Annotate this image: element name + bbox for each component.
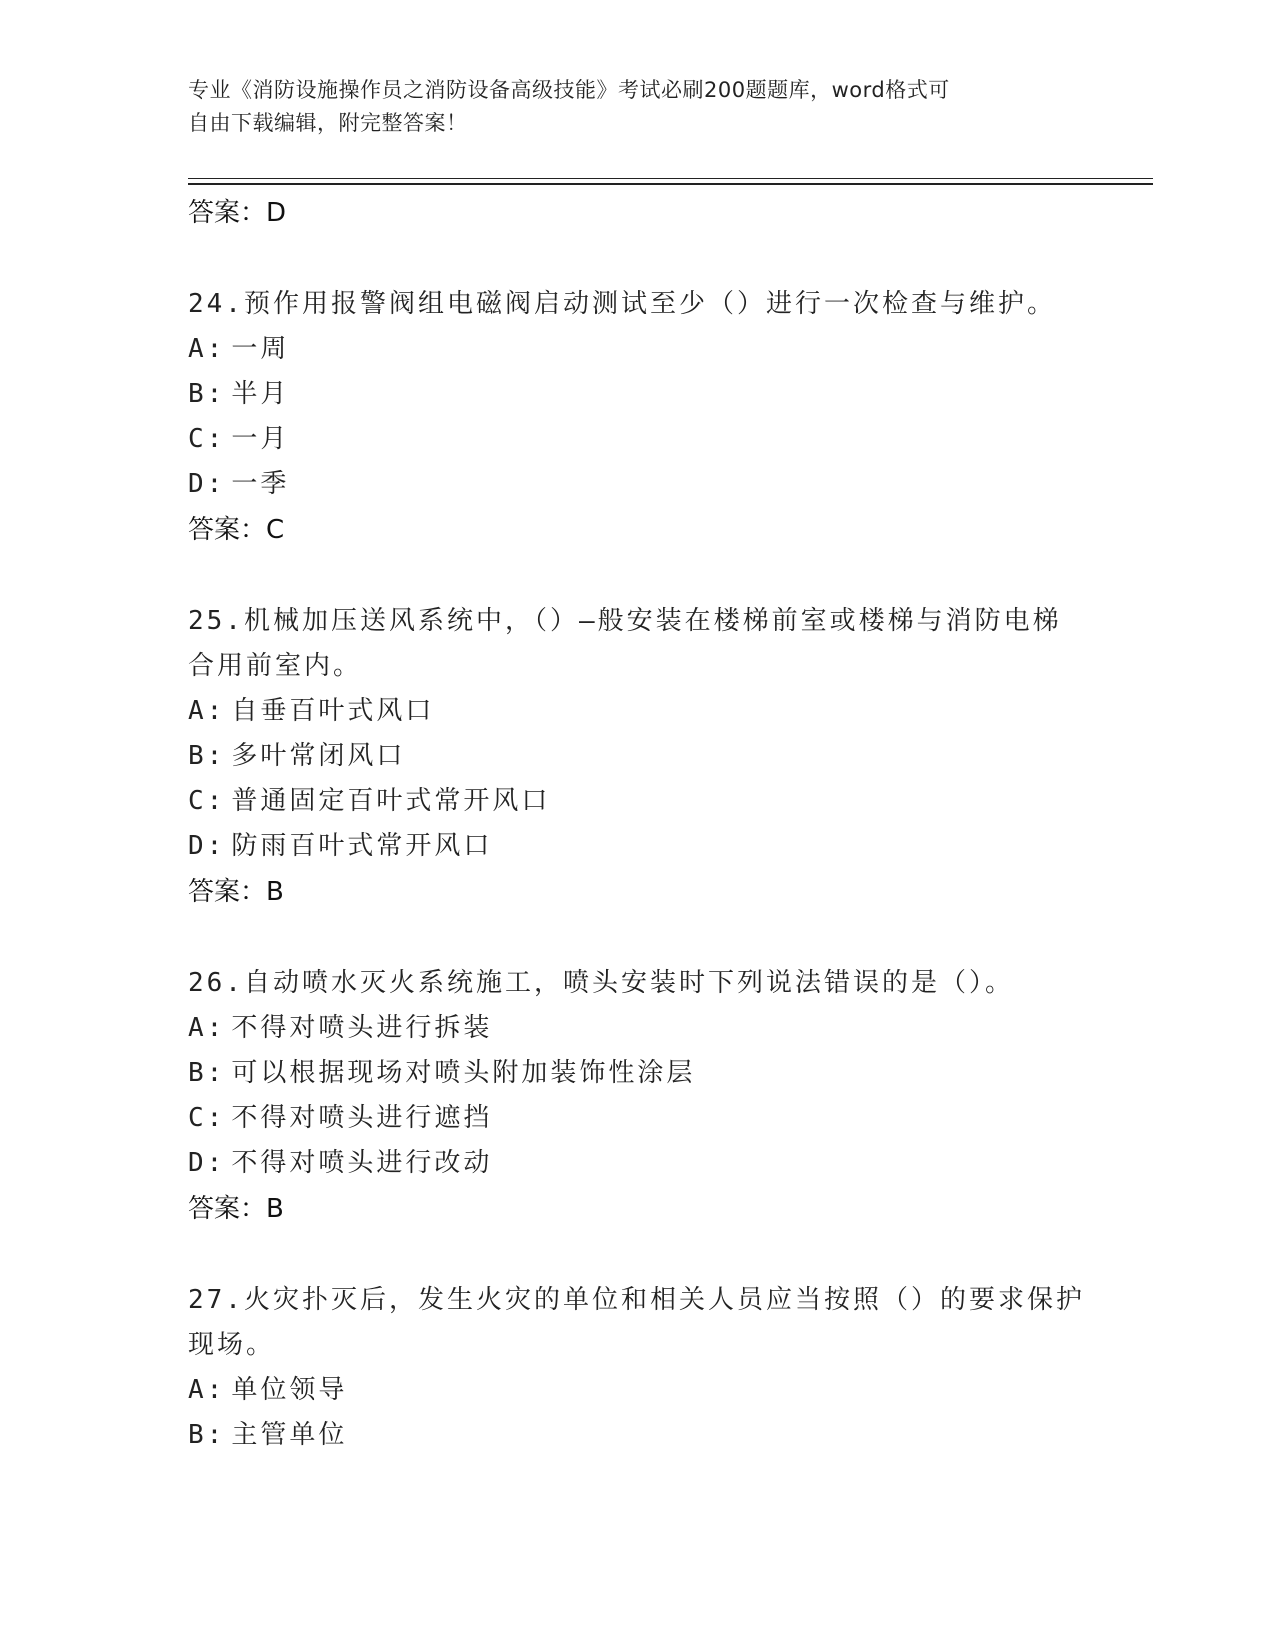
option-text: 普通固定百叶式常开风口 [231,786,551,816]
option-letter: C: [188,786,226,816]
question-block-24 [188,282,1088,553]
option-b [188,1413,1088,1458]
option-letter: A: [188,1375,226,1405]
question-block-25 [188,599,1088,915]
option-a [188,1368,1088,1413]
option-a [188,1006,1088,1051]
question-list [188,190,1088,1458]
option-letter: B: [188,741,226,771]
question-text: 27.火灾扑灭后，发生火灾的单位和相关人员应当按照（）的要求保护现场。 [188,1285,1085,1360]
document-header [188,74,1068,140]
answer-line: 答案：D [188,198,287,228]
option-text: 主管单位 [231,1420,348,1450]
question-text: 26.自动喷水灭火系统施工，喷头安装时下列说法错误的是（）。 [188,968,1014,998]
option-letter: D: [188,1148,226,1178]
option-letter: B: [188,1420,226,1450]
option-text: 防雨百叶式常开风口 [231,831,493,861]
option-letter: A: [188,696,226,726]
option-text: 一月 [231,424,290,454]
answer-line: 答案：B [188,877,284,907]
question-text: 24.预作用报警阀组电磁阀启动测试至少（）进行一次检查与维护。 [188,289,1056,319]
option-text: 不得对喷头进行遮挡 [231,1103,493,1133]
option-text: 自垂百叶式风口 [231,696,435,726]
option-letter: B: [188,1058,226,1088]
option-d [188,462,1088,507]
option-d [188,1141,1088,1186]
option-text: 不得对喷头进行拆装 [231,1013,493,1043]
answer-line: 答案：C [188,515,285,545]
option-text: 可以根据现场对喷头附加装饰性涂层 [231,1058,696,1088]
option-letter: A: [188,1013,226,1043]
header-line-1: 专业《消防设施操作员之消防设备高级技能》考试必刷200题题库，word格式可 [188,78,950,102]
question-block-26 [188,961,1088,1232]
option-letter: B: [188,379,226,409]
option-a [188,327,1088,372]
option-text: 一季 [231,469,290,499]
option-text: 半月 [231,379,290,409]
question-text: 25.机械加压送风系统中，（）—般安装在楼梯前室或楼梯与消防电梯合用前室内。 [188,606,1062,681]
option-c [188,779,1088,824]
option-letter: D: [188,469,226,499]
question-block-27 [188,1278,1088,1458]
header-line-2: 自由下载编辑，附完整答案！ [188,111,468,135]
option-letter: C: [188,424,226,454]
option-letter: D: [188,831,226,861]
option-letter: C: [188,1103,226,1133]
option-b [188,372,1088,417]
option-text: 一周 [231,334,290,364]
option-text: 不得对喷头进行改动 [231,1148,493,1178]
option-a [188,689,1088,734]
header-divider-thin [188,178,1153,179]
option-c [188,1096,1088,1141]
answer-line: 答案：B [188,1194,284,1224]
header-divider-thick [188,183,1153,185]
option-b [188,734,1088,779]
option-text: 多叶常闭风口 [231,741,406,771]
option-letter: A: [188,334,226,364]
option-d [188,824,1088,869]
option-text: 单位领导 [231,1375,348,1405]
option-c [188,417,1088,462]
option-b [188,1051,1088,1096]
